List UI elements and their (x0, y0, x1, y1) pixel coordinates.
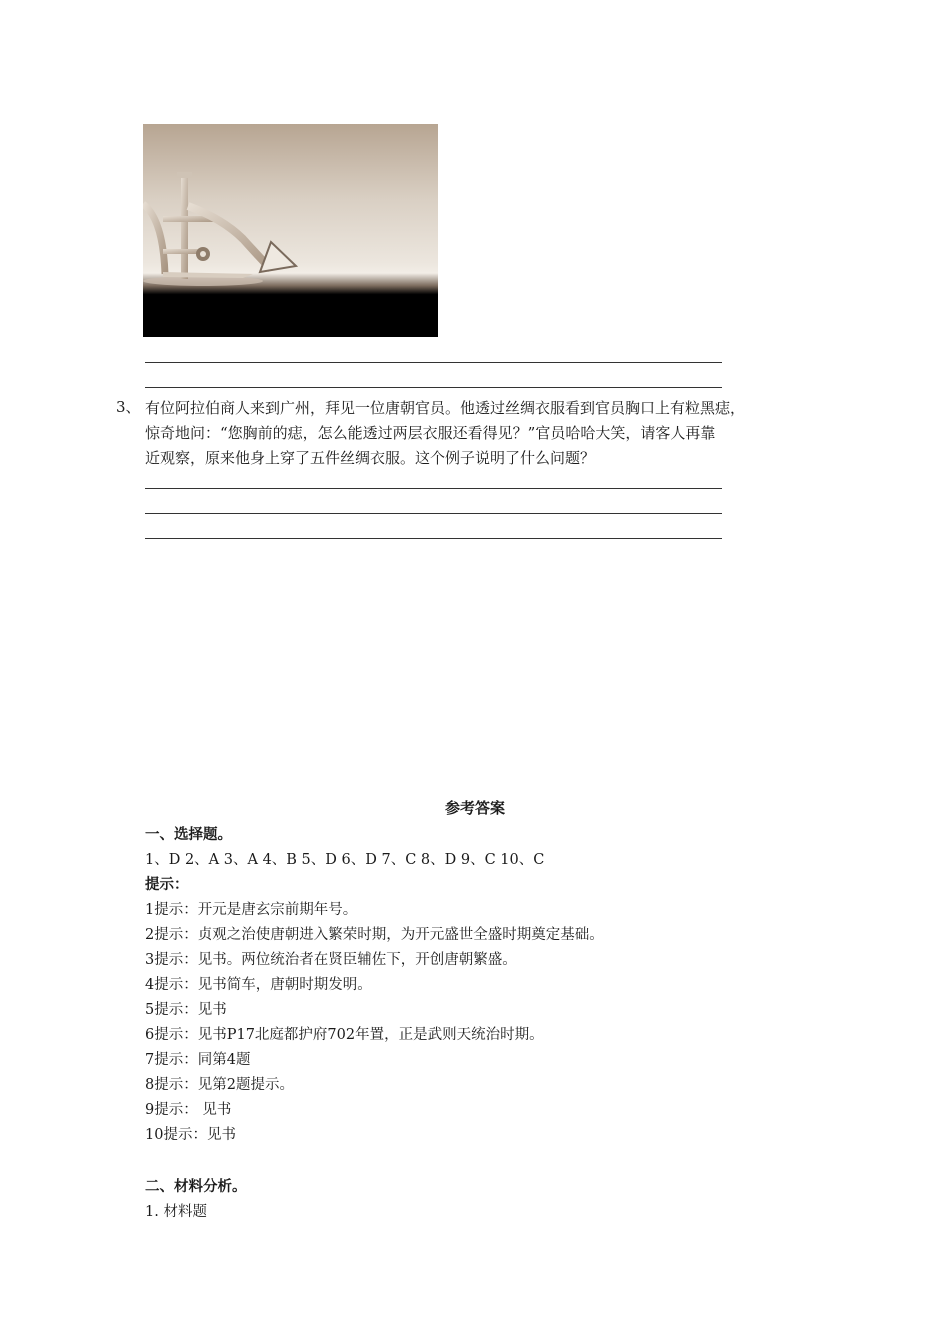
answer-line (145, 488, 722, 489)
choice-answers: 1、D 2、A 3、A 4、B 5、D 6、D 7、C 8、D 9、C 10、C (145, 852, 545, 868)
plough-illustration (143, 124, 438, 337)
hint-item: 3提示：见书。两位统治者在贤臣辅佐下，开创唐朝繁盛。 (145, 952, 517, 968)
answer-line (145, 362, 722, 363)
hint-item: 8提示：见第2题提示。 (145, 1077, 294, 1093)
section2-heading: 二、材料分析。 (145, 1178, 247, 1195)
question-text-line: 惊奇地问：“您胸前的痣，怎么能透过两层衣服还看得见？”官员哈哈大笑，请客人再靠 (145, 424, 716, 442)
answer-line (145, 513, 722, 514)
plough-image (143, 124, 438, 337)
hint-item: 9提示： 见书 (145, 1102, 232, 1118)
section1-heading: 一、选择题。 (145, 826, 232, 843)
hint-item: 7提示：同第4题 (145, 1052, 251, 1068)
hint-item: 5提示：见书 (145, 1002, 227, 1018)
answer-line (145, 387, 722, 388)
answer-line (145, 538, 722, 539)
hint-item: 10提示：见书 (145, 1127, 236, 1143)
material-item: 1. 材料题 (145, 1204, 207, 1220)
answers-title: 参考答案 (444, 799, 505, 817)
question-text-line: 近观察，原来他身上穿了五件丝绸衣服。这个例子说明了什么问题？ (145, 449, 596, 467)
hint-item: 2提示：贞观之治使唐朝进入繁荣时期，为开元盛世全盛时期奠定基础。 (145, 927, 604, 943)
hint-item: 4提示：见书简车，唐朝时期发明。 (145, 977, 372, 993)
hint-item: 6提示：见书P17北庭都护府702年置，正是武则天统治时期。 (145, 1027, 544, 1043)
question-number: 3、 (116, 398, 141, 416)
hint-item: 1提示：开元是唐玄宗前期年号。 (145, 902, 358, 918)
hints-heading: 提示： (145, 876, 189, 893)
question-text-line: 有位阿拉伯商人来到广州，拜见一位唐朝官员。他透过丝绸衣服看到官员胸口上有粒黑痣， (145, 399, 746, 417)
